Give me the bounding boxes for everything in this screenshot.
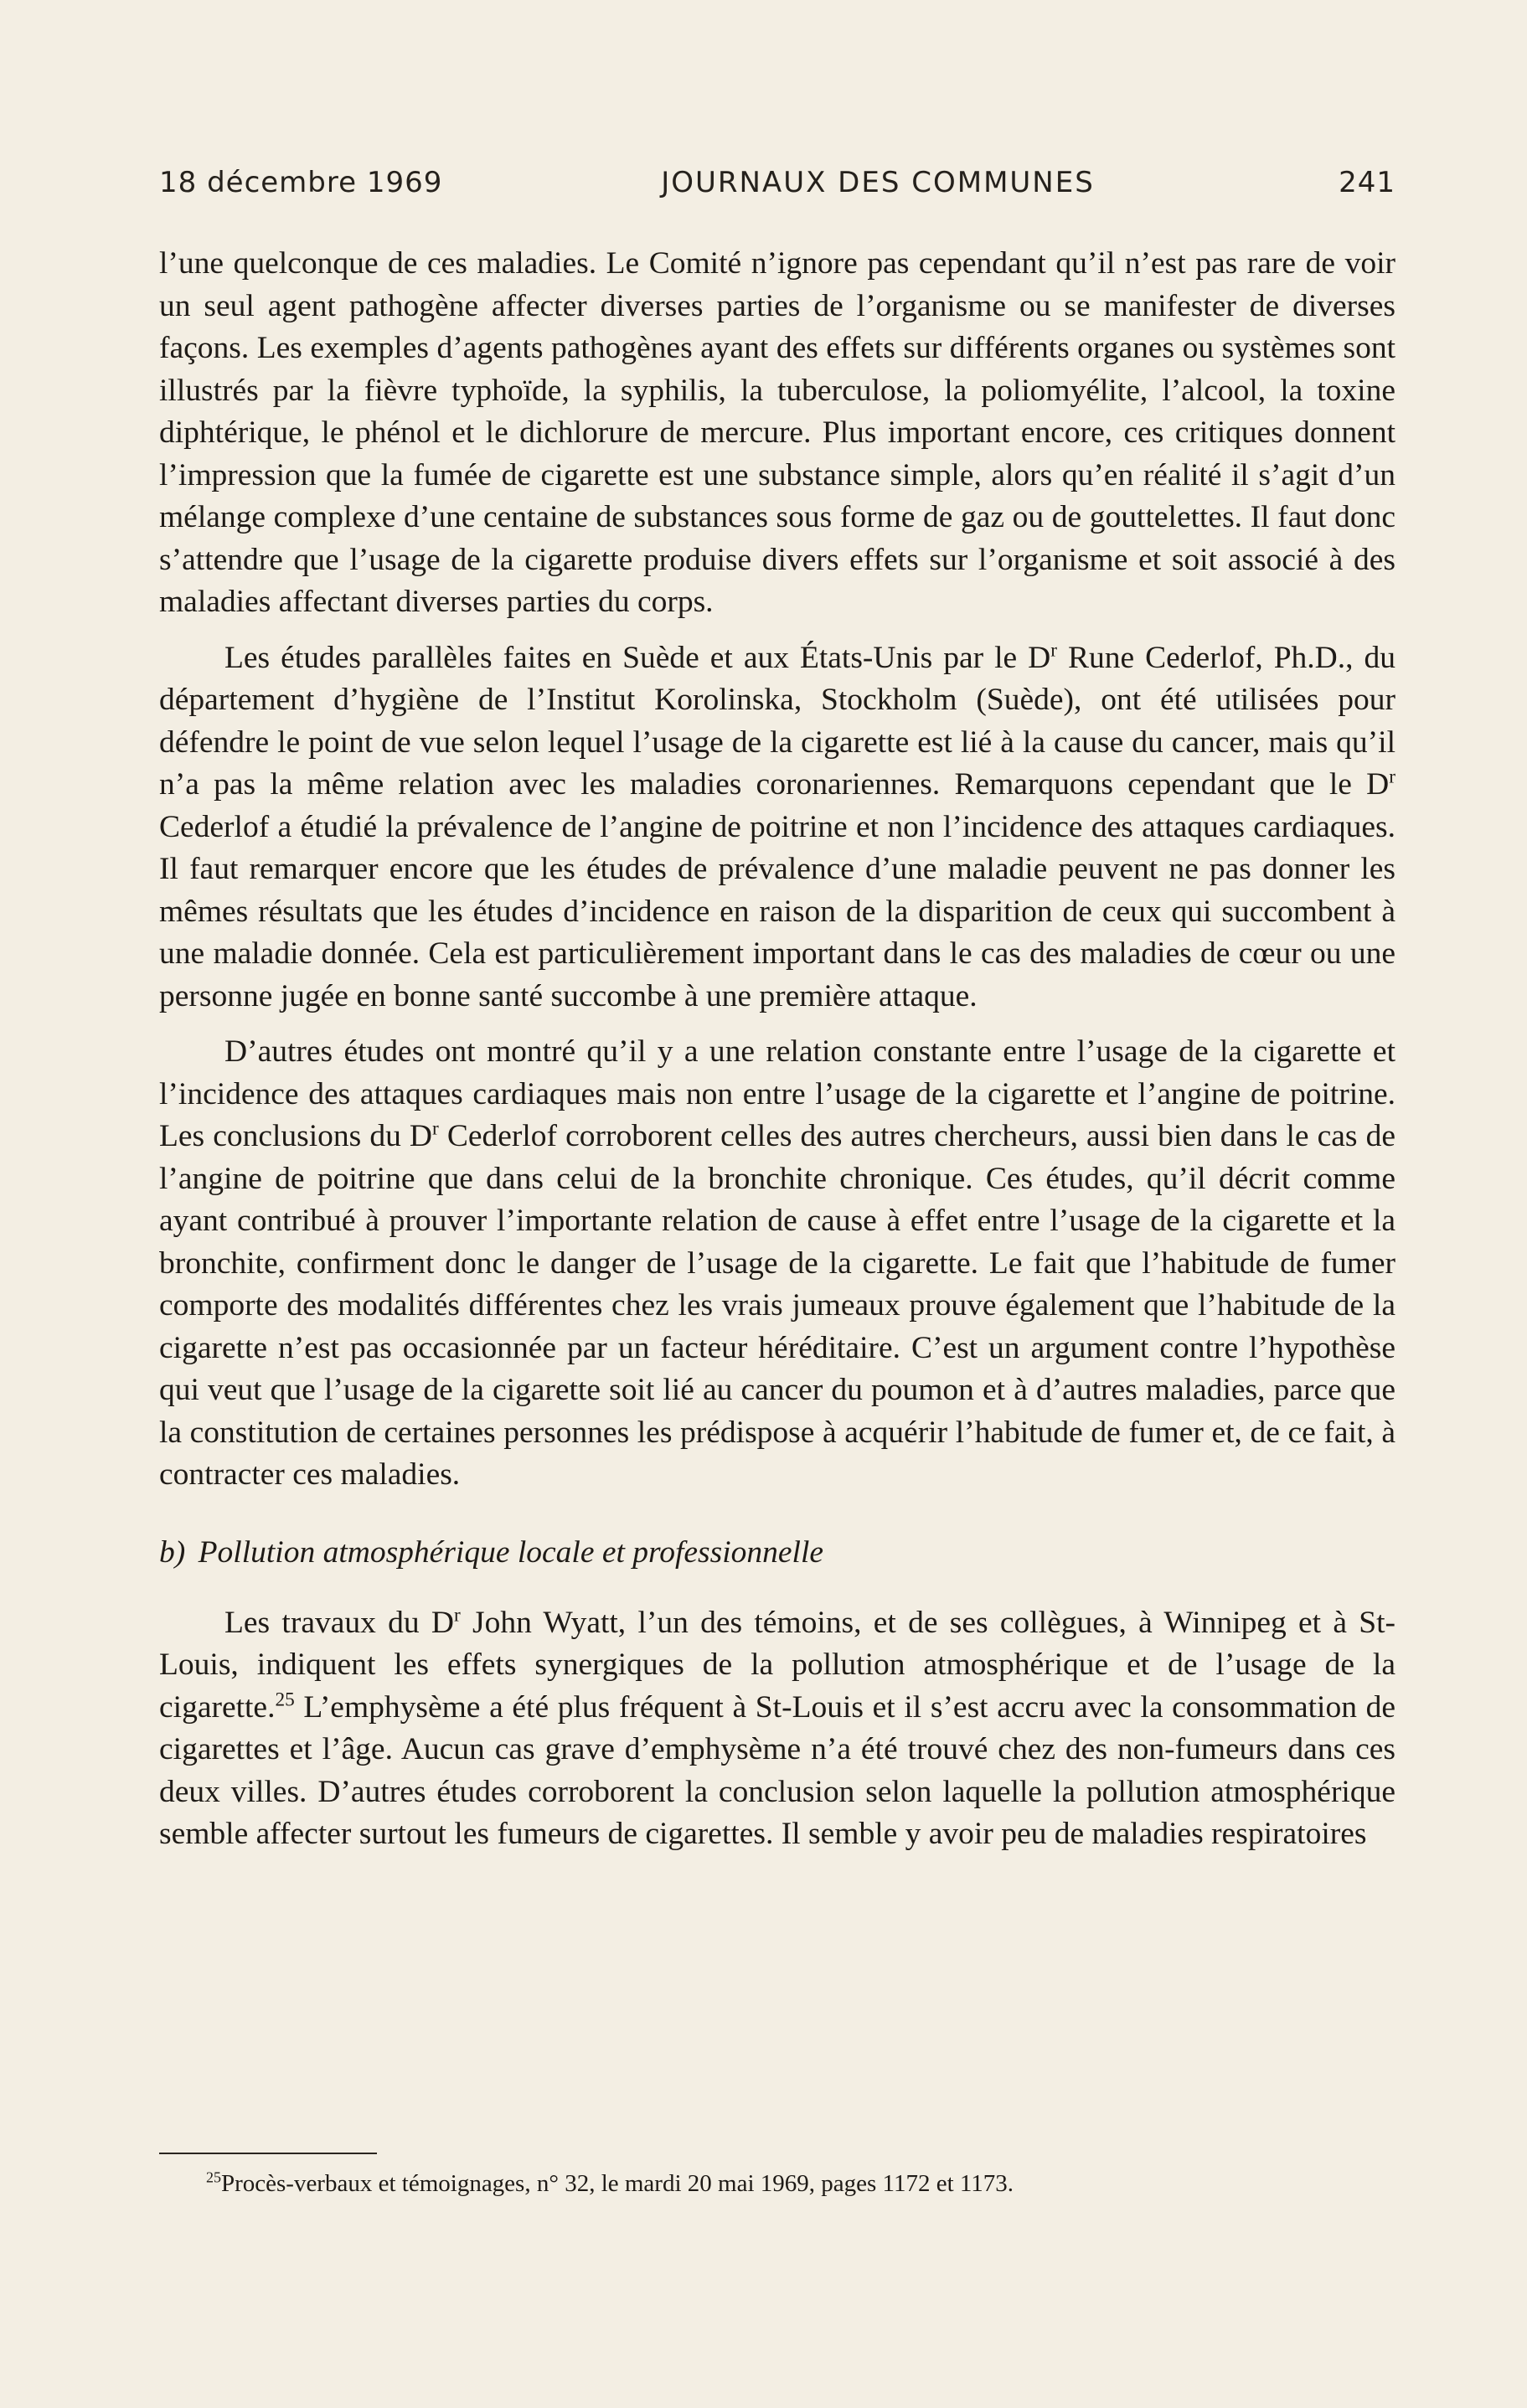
paragraph-4-part-a: Les travaux du D (224, 1605, 454, 1640)
footnote-marker: 25 (206, 2168, 221, 2186)
paragraph-4 (159, 1602, 1395, 1856)
superscript-r: r (453, 1604, 461, 1626)
section-title: Pollution atmosphérique locale et professionnelle (198, 1534, 824, 1570)
footnote-reference[interactable]: 25 (275, 1689, 295, 1710)
running-head (159, 166, 1395, 213)
journal-title: JOURNAUX DES COMMUNES (661, 166, 1095, 199)
section-heading (159, 1532, 1395, 1574)
page (159, 166, 1395, 1856)
superscript-r: r (1389, 766, 1395, 788)
footnote-text: Procès-verbaux et témoignages, n° 32, le mardi 20 mai 1969, pages 1172 et 1173. (220, 2170, 1014, 2197)
footnote (159, 2168, 1395, 2199)
header-date: 18 décembre 1969 (159, 166, 443, 199)
section-label: b) (159, 1534, 186, 1570)
paragraph-1: l’une quelconque de ces maladies. Le Comité n’ignore pas cependant qu’il n’est pas rare de voir un seul agent pathogène affecter diverses parties de l’organisme ou se manifester de diverses façons. Les exemples d’agents pathogènes ayant des effets sur différents organes ou systèmes sont illustrés par la fièvre typhoïde, la syphilis, la tuberculose, la poliomyélite, l’alcool, la toxine diphtérique, le phénol et le dichlorure de mercure. Plus important encore, ces critiques donnent l’impression que la fumée de cigarette est une substance simple, alors qu’en réalité il s’agit d’un mélange complexe d’une centaine de substances sous forme de gaz ou de gouttelettes. Il faut donc s’attendre que l’usage de la cigarette produise divers effets sur l’organisme et soit associé à des maladies affectant diverses parties du corps. (159, 246, 1395, 619)
paragraph-2-part-a: Les études parallèles faites en Suède et aux États-Unis par le D (224, 640, 1051, 675)
superscript-r: r (432, 1117, 439, 1140)
superscript-r: r (1050, 639, 1058, 661)
paragraph-2 (159, 637, 1395, 1018)
paragraph-2-part-c: Cederlof a étudié la prévalence de l’angine de poitrine et non l’incidence des attaques cardiaques. Il faut remarquer encore que les études de prévalence d’une maladie peuvent ne pas donner les mêmes résultats que les études d’incidence en raison de la disparition de ceux qui succombent à une maladie donnée. Cela est particulièrement important dans le cas des maladies de cœur ou une personne jugée en bonne santé succombe à une première attaque. (159, 809, 1395, 1013)
body-text (159, 243, 1395, 1856)
paragraph-3 (159, 1031, 1395, 1497)
paragraph-3-part-a: D’autres études ont montré qu’il y a une relation constante entre l’usage de la cigarette et l’incidence des attaques cardiaques mais non entre l’usage de la cigarette et l’angine de poitrine. Les conclusions du D (159, 1034, 1395, 1153)
paragraph-4-part-b: John Wyatt, l’un des témoins, et de ses collègues, à Winnipeg et à St-Louis, indiquent les effets synergiques de la pollution atmosphérique et de l’usage de la cigarette. (159, 1605, 1395, 1725)
paragraph-4-part-c: L’emphysème a été plus fréquent à St-Louis et il s’est accru avec la consommation de cigarettes et l’âge. Aucun cas grave d’emphysème n’a été trouvé chez des non-fumeurs dans ces deux villes. D’autres études corroborent la conclusion selon laquelle la pollution atmosphérique semble affecter surtout les fumeurs de cigarettes. Il semble y avoir peu de maladies respiratoires (159, 1689, 1395, 1851)
paragraph-2-part-b: Rune Cederlof, Ph.D., du département d’hygiène de l’Institut Korolinska, Stockholm (Suède), ont été utilisées pour défendre le point de vue selon lequel l’usage de la cigarette est lié à la cause du cancer, mais qu’il n’a pas la même relation avec les maladies coronariennes. Remarquons cependant que le D (159, 640, 1396, 802)
footnote-divider (159, 2153, 377, 2154)
page-number: 241 (1339, 166, 1395, 199)
paragraph-3-part-b: Cederlof corroborent celles des autres chercheurs, aussi bien dans le cas de l’angine de poitrine que dans celui de la bronchite chronique. Ces études, qu’il décrit comme ayant contribué à prouver l’importante relation de cause à effet entre l’usage de la cigarette et la bronchite, confirment donc le danger de l’usage de la cigarette. Le fait que l’habitude de fumer comporte des modalités différentes chez les vrais jumeaux prouve également que l’habitude de la cigarette n’est pas occasionnée par un facteur héréditaire. C’est un argument contre l’hypothèse qui veut que l’usage de la cigarette soit lié au cancer du poumon et à d’autres maladies, parce que la constitution de certaines personnes les prédispose à acquérir l’habitude de fumer et, de ce fait, à contracter ces maladies. (159, 1119, 1395, 1492)
